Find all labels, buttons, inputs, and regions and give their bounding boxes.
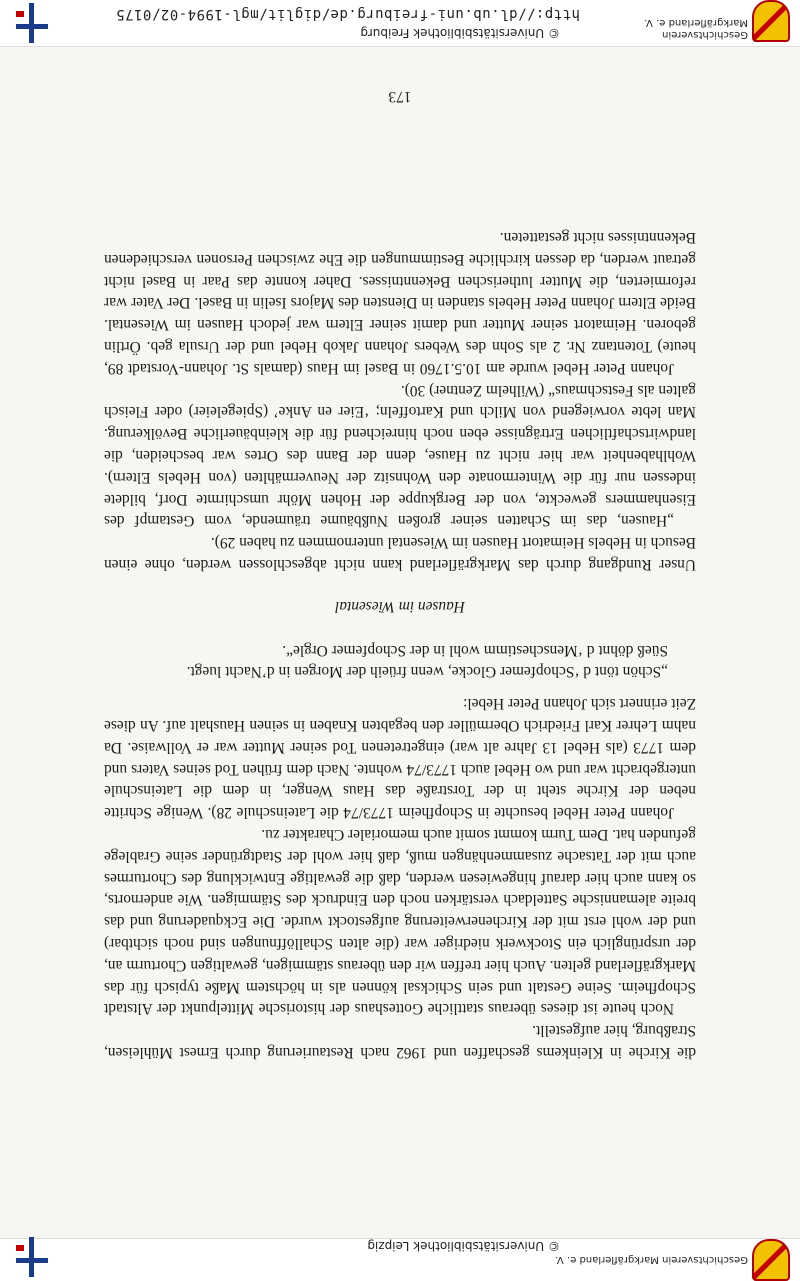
association-crest-icon bbox=[752, 1239, 790, 1281]
quote-line: „Schön tönt d ‘Schopfemer Glocke, wenn früeih der Morgen in d’Nacht luegt. bbox=[186, 663, 668, 681]
text-block-2 bbox=[104, 226, 696, 575]
footer-library-credit: © Universitätsbibliothek Freiburg bbox=[360, 26, 560, 40]
quote-line: Süeß döhnt d ‘Menschestimm wohl in der Schopfemer Orgle“. bbox=[282, 641, 668, 659]
footer-association bbox=[644, 16, 748, 40]
footer-association-line2: Markgräflerland e. V. bbox=[644, 17, 748, 28]
association-crest-icon bbox=[752, 0, 790, 42]
section-heading: Hausen im Wiesental bbox=[335, 597, 465, 615]
paragraph: die Kirche in Kleinkems geschaffen und 1962 nach Restaurierung durch Ernest Mühleisen, Straßburg, hier aufgestellt. bbox=[104, 1022, 696, 1061]
hebel-quote bbox=[104, 639, 696, 683]
paragraph: Noch heute ist dieses überaus stattliche Gotteshaus der historische Mittelpunkt der Altstadt Schopfheim. Seine Gestalt und sein Schicksal können als in höchstem Maße typisch für das Markgräflerland gelten. Auch hier treffen wir den überaus stämmigen, gewaltigen Chorturm an, der ursprünglich ein Stockwerk niedriger war (die alten Schallöffnungen sind noch sichtbar) und der wohl erst mit der Kirchenerweiterung aufgestockt wurde. Die Eckquaderung und das breite alemannische Satteldach verstärken noch den Eindruck des Stämmigen. Wie andernorts, so kann auch hier darauf hingewiesen werden, daß die gewaltige Entwicklung des Chorturmes auch mit der Tatsache zusammenhängen muß, daß hier wohl der Stadtgründer seine Grablege gefunden hat. Dem Turm kommt somit auch memorialer Charakter zu. bbox=[104, 826, 696, 1018]
paragraph: Johann Peter Hebel wurde am 10.5.1760 in Basel im Haus (damals St. Johann-Vorstadt 89, heute) Totentanz Nr. 2 als Sohn des Webers Johann Jakob Hebel und der Ursula geb. Örtlin geboren. Heimatort seiner Mutter und damit seiner Eltern war jedoch Hausen im Wiesental. Beide Eltern Johann Peter Hebels standen in Diensten des Majors Iselin in Basel. Der Vater war reformierten, die Mutter lutherischen Bekenntnisses. Daher konnte das Paar in Basel nicht getraut werden, da dessen kirchliche Bestimmungen die Ehe zwischen Personen verschiedenen Bekenntnisses nicht gestatteten. bbox=[104, 229, 696, 377]
footer-association-line1: Geschichtsverein bbox=[662, 29, 748, 40]
book-page bbox=[104, 88, 696, 1063]
university-logo-icon bbox=[12, 1237, 52, 1277]
paragraph: Johann Peter Hebel besuchte in Schopfheim 1773/74 die Lateinschule 28). Wenige Schritte neben der Kirche steht in der Torstraße das Haus Wenger, in dem die Lateinschule untergebracht war und wo Hebel auch 1773/74 wohnte. Nach dem frühen Tod seines Vaters und dem 1773 (als Hebel 13 Jahre alt war) eingetretenen Tod seiner Mutter war er Vollwaise. Da nahm Lehrer Karl Friedrich Obermüller den begabten Knaben in seinen Haushalt auf. An diese Zeit erinnert sich Johann Peter Hebel: bbox=[104, 695, 696, 822]
text-block-1 bbox=[104, 692, 696, 1063]
header-bar bbox=[0, 1238, 800, 1265]
footer-url-link[interactable]: http://dl.ub.uni-freiburg.de/diglit/mgl-1994-02/0175 bbox=[115, 6, 580, 22]
page-number: 173 bbox=[388, 88, 412, 105]
footer-bar bbox=[0, 0, 800, 47]
paragraph: Unser Rundgang durch das Markgräflerland kann nicht abgeschlossen werden, ohne einen Besuch in Hebels Heimatort Hausen im Wiesental unternommen zu haben 29). bbox=[104, 534, 696, 574]
paragraph: „Hausen, das im Schatten seiner großen Nußbäume träumende, vom Gestampf des Eisenhammers geweckte, von der Bergkuppe der Hohen Möhr umschirmte Dorf, bildete indessen nur für die Wintermonate den Wohnsitz der Neuvermählten (von Hebels Eltern). Wohlhabenheit war hier nicht zu Hause, denn der Bann des Ortes war bescheiden, die landwirtschaftlichen Erträgnisse eben noch hinreichend für die kleinbäuerliche Bevölkerung. Man lebte vorwiegend von Milch und Kartoffeln; ‘Eier en Anke’ (Spiegeleier) oder Fleisch galten als Festschmaus“ (Wilhelm Zentner) 30). bbox=[104, 381, 696, 530]
header-association: Geschichtsverein Markgräflerland e. V. bbox=[555, 1254, 748, 1265]
university-logo-icon bbox=[12, 3, 52, 43]
header-library-credit: © Universitätsbibliothek Leipzig bbox=[367, 1239, 560, 1253]
